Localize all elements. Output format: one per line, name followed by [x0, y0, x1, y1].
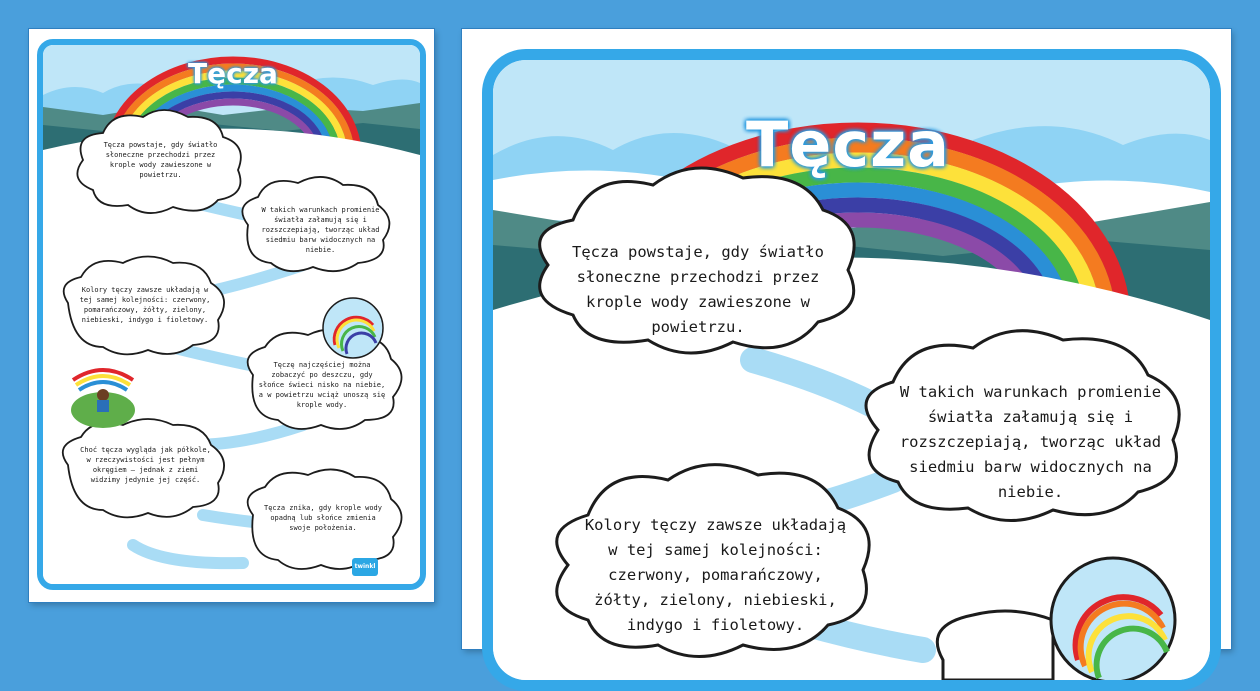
small-fact-3: Kolory tęczy zawsze układają w tej samej kolejności: czerwony, pomarańczowy, żółty, zielony, niebieski, indygo i fioletowy. [79, 286, 211, 324]
large-page-title: Tęcza [745, 108, 951, 181]
large-fact-1: Tęcza powstaje, gdy światło słoneczne przechodzi przez krople wody zawieszone w powietrzu. [572, 243, 824, 336]
small-page-frame [37, 39, 426, 590]
large-fact-3: Kolory tęczy zawsze układają w tej samej kolejności: czerwony, pomarańczowy, żółty, zielony, niebieski, indygo i fioletowy. [584, 516, 847, 634]
small-fact-1: Tęcza powstaje, gdy światło słoneczne przechodzi przez krople wody zawieszone w powietrzu. [103, 141, 218, 179]
small-fact-4: Tęczę najczęściej można zobaczyć po deszczu, gdy słońce świeci nisko na niebie, a w powietrzu wciąż unoszą się krople wody. [258, 361, 386, 409]
small-fact-5: Choć tęcza wygląda jak półkole, w rzeczywistości jest pełnym okręgiem – jednak z ziemi widzimy jedynie jej część. [80, 446, 211, 484]
rainbow-globe-icon [323, 298, 383, 358]
large-page-preview[interactable] [462, 29, 1231, 649]
small-page-preview[interactable] [29, 29, 434, 602]
small-page-title: Tęcza [188, 57, 278, 90]
twinkl-logo: twinkl [352, 558, 378, 576]
large-page-frame [482, 49, 1221, 691]
small-fact-2: W takich warunkach promienie światła załamują się i rozszczepiają, tworząc układ siedmiu barw widocznych na niebie. [261, 206, 380, 254]
small-fact-6: Tęcza znika, gdy krople wody opadną lub słońce zmienia swoje położenia. [263, 504, 382, 532]
large-fact-2: W takich warunkach promienie światła załamują się i rozszczepiają, tworząc układ siedmiu barw widocznych na niebie. [899, 383, 1162, 501]
large-rainbow-globe-icon [1051, 558, 1175, 680]
